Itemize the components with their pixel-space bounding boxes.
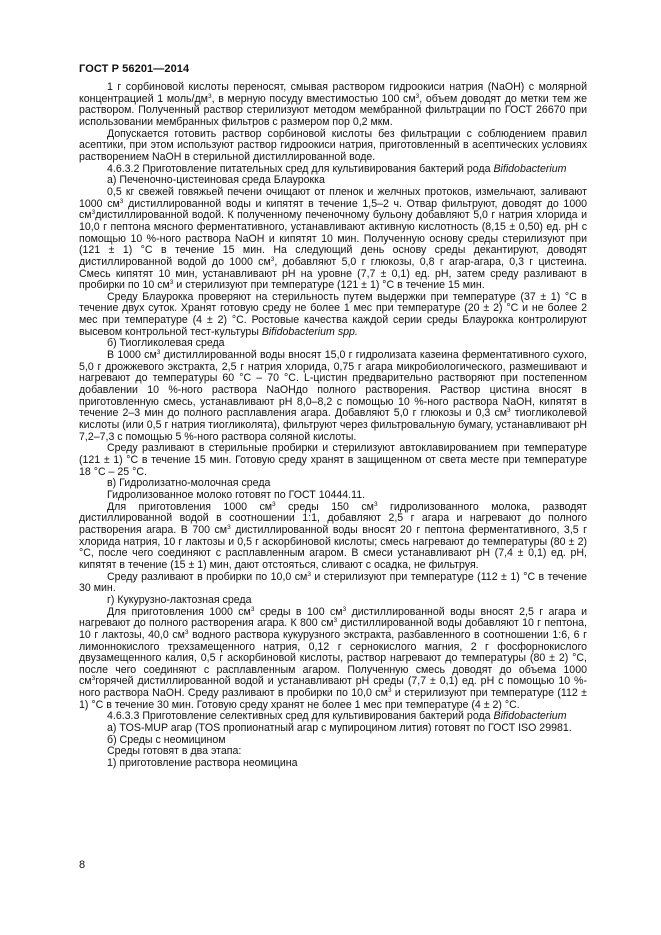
text-run: В 1000 см xyxy=(107,349,157,362)
text-run: , объем доводят до метки тем же раствором. Полученный раствор стерилизуют методом мембранной фильтрации по ГОСТ 26670 при использовании мембранных фильтров с размером пор 0,2 мкм. xyxy=(79,92,587,128)
superscript: 3 xyxy=(307,570,311,578)
paragraph-hydrolysate-milk-sterilization xyxy=(79,572,587,595)
superscript: 3 xyxy=(387,687,392,695)
subheading-corn-lactose-medium: г) Кукурузно-лактозная среда xyxy=(107,593,252,606)
paragraph-hydrolysate-milk-preparation xyxy=(79,502,587,572)
superscript: 3 xyxy=(119,197,124,205)
document-header: ГОСТ Р 56201—2014 xyxy=(79,63,190,75)
paragraph-hydrolyzed-milk: Гидролизованное молоко готовят по ГОСТ 10444.11. xyxy=(107,488,366,501)
text-run: 1 г сорбиновой кислоты переносят, смывая раствором гидроокиси натрия (NaOH) с молярной концентрацией 1 моль/дм xyxy=(79,81,587,105)
superscript: 3 xyxy=(91,675,96,683)
text-run: 4.6.3.3 Приготовление селективных сред для культивирования бактерий рода xyxy=(107,710,494,723)
text-run: , добавляют 5,0 г глюкозы, 0,8 г агар-агара, 0,3 г цистеина. Смесь кипятят 10 мин, устанавливают рН на уровне (7,7 ± 0,1) ед. рН, затем среду разливают в пробирки по 10 см xyxy=(79,255,587,292)
subheading-thioglycolate-medium: б) Тиогликолевая среда xyxy=(107,337,225,350)
paragraph-thioglycolate-sterilization: Среду разливают в стерильные пробирки и стерилизуют автоклавированием при температуре (121 ± 1) °С в течение 15 мин. Готовую среду хранят в защищенном от света месте при температуре 18 °С – 25 °С. xyxy=(79,442,587,478)
text-run: и стерилизуют при температуре (112 ± 1) °С в течение 30 мин. xyxy=(79,570,587,595)
text-run: дистиллированной воды и кипятят в течение 1,5–2 ч. Отвар фильтруют, доводят до 1000 см xyxy=(79,197,587,222)
text-run: 4.6.3.2 Приготовление питательных сред для культивирования бактерий рода xyxy=(107,162,494,175)
superscript: 3 xyxy=(415,92,420,100)
text-run: Для приготовления 1000 см xyxy=(107,500,273,513)
superscript: 3 xyxy=(91,209,96,217)
paragraph-blaurock-preparation xyxy=(79,187,587,292)
paragraph-thioglycolate-preparation xyxy=(79,350,587,443)
superscript: 3 xyxy=(270,255,275,263)
text-run: дистиллированной воды вносят 2,5 г агара и нагревают до полного растворения агара. К 800 см xyxy=(79,605,587,630)
paragraph-tos-mup-agar: а) TOS-MUP агар (TOS пропионатный агар с мупироцином лития) готовят по ГОСТ ISO 29981. xyxy=(107,722,572,735)
text-run: среды в 100 см xyxy=(254,605,343,618)
superscript: 3 xyxy=(169,279,174,287)
subheading-neomycin-media: б) Среды с неомицином xyxy=(107,733,226,746)
text-run: , в мерную посуду вместимостью 100 см xyxy=(211,92,416,105)
paragraph-sorbic-acid-solution xyxy=(79,82,587,129)
text-run: и стерилизуют при температуре (121 ± 1) °С в течение 15 мин. xyxy=(173,279,485,292)
text-run: Для приготовления 1000 см xyxy=(107,605,251,618)
superscript: 3 xyxy=(507,407,511,415)
paragraph-blaurock-sterility xyxy=(79,292,587,339)
superscript: 3 xyxy=(373,500,378,508)
text-run: дистиллированной воды вносят 15,0 г гидролизата казеина ферментативного сухого, 5,0 г дрожжевого экстракта, 2,5 г натрия хлорида, 0,75 г агара микробиологического, размешивают и нагревают до температуры 60 °С – 70 °С. L-цистин предварительно растворяют при постепенном добавлении 10 %-ного раствора NaOHдо полного растворения. Раствор цистина вносят в приготовленную смесь, устанавливают рН 8,0–8,2 с помощью 10 %-ного раствора NaOH, кипятят в течение 2–3 мин до полного расплавления агара. Добавляют 5,0 г глюкозы и 0,3 см xyxy=(79,349,587,420)
superscript: 3 xyxy=(250,605,255,613)
subheading-hydrolysate-milk-medium: в) Гидролизатно-молочная среда xyxy=(107,477,271,490)
paragraph-corn-lactose-preparation xyxy=(79,607,587,712)
list-item-neomycin-solution: 1) приготовление раствора неомицина xyxy=(107,757,298,770)
text-run: тиогликолевой кислоты (или 0,5 г натрия тиогликолята), фильтруют через фильтровальную бумагу, устанавливают рН 7,2–7,3 с помощью 5 %-ного раствора соляной кислоты. xyxy=(79,407,587,443)
text-run: среды 150 см xyxy=(275,500,374,513)
text-run: Среду разливают в пробирки по 10,0 см xyxy=(107,570,308,583)
text-run: горячей дистиллированной водой и устанавливают рН среды (7,7 ± 0,1) ед. рН с помощью 10 %-ного раствора NaOH. Среду разливают в пробирки по 10,0 см xyxy=(79,675,587,700)
superscript: 3 xyxy=(333,617,338,625)
paragraph-aseptic-preparation: Допускается готовить раствор сорбиновой кислоты без фильтрации с соблюдением правил асептики, при этом используют раствор гидроокиси натрия, приготовленный в асептических условиях растворением NaOH в стерильной дистиллированной воде. xyxy=(79,127,587,163)
page-number: 8 xyxy=(79,859,86,871)
text-run: водного раствора кукурузного экстракта, разбавленного в соотношении 1:6, 6 г лимоннокислого трехзамещенного натрия, 0,12 г сернокислого магния, 2 г фосфорнокислого двузамещенного калия, 0,5 г аскорбиновой кислоты, раствор нагревают до температуры (80 ± 2) °С, после чего соединяют с расплавленным агаром. Полученную смесь доводят до объема 1000 см xyxy=(79,628,587,688)
text-italic: Bifidobacterium spp. xyxy=(261,325,358,338)
text-run: гидролизованного молока, разводят дистиллированной водой в соотношении 1:1, добавляют 2,5 г агара и нагревают до полного растворения агара. В 700 см xyxy=(79,500,588,536)
superscript: 3 xyxy=(272,500,276,508)
text-italic: Bifidobacterium xyxy=(493,710,567,723)
text-italic: Bifidobacterium xyxy=(493,162,567,175)
text-run: дистиллированной воды вносят 20 г пептона ферментативного, 3,5 г хлорида натрия, 10 г лактозы и 0,5 г аскорбиновой кислоты; смесь нагревают до температуры (80 ± 2) °С, после чего соединяют с расплавленным агаром. В смеси устанавливают рН (7,4 ± 0,1) ед. рН, кипятят в течение (15 ± 1) мин, дают отстояться, сливают с осадка, не фильтруя. xyxy=(79,523,588,571)
document-body xyxy=(79,82,587,770)
text-run: Среду Блаурокка проверяют на стерильность путем выдержки при температуре (37 ± 1) °С в течение двух суток. Хранят готовую среду не более 1 мес при температуре (20 ± 2) °С и не более 2 мес при температуре (4 ± 2) °С. Ростовые качества каждой серии среды Блаурокка контролируют высевом контрольной тест-культуры xyxy=(79,290,587,338)
superscript: 3 xyxy=(342,605,347,613)
superscript: 3 xyxy=(156,349,161,357)
text-run: и стерилизуют при температуре (112 ± 1) °С в течение 30 мин. Готовую среду хранят не более 1 мес при температуре (4 ± 2) °С. xyxy=(79,687,587,711)
text-run: дистиллированной воды добавляют 10 г пептона, 10 г лактозы, 40,0 см xyxy=(79,617,588,641)
superscript: 3 xyxy=(207,92,212,100)
paragraph-two-stages: Среды готовят в два этапа: xyxy=(107,745,242,758)
subheading-blaurock-medium: а) Печеночно-цистеиновая среда Блаурокка xyxy=(107,174,325,187)
text-run: 0,5 кг свежей говяжьей печени очищают от пленок и желчных протоков, измельчают, заливают 1000 см xyxy=(79,185,587,210)
text-run: дистиллированной водой. К полученному печеночному бульону добавляют 5,0 г натрия хлорида и 10,0 г пептона мясного ферментативного, устанавливают активную кислотность (8,15 ± 0,50) ед. рН с помощью 10 %-ного раствора NaOH и кипятят 10 мин. Полученную основу среды стерилизуют при (121 ± 1) °С в течение 15 мин. На следующий день основу среды декантируют, доводят дистиллированной водой до 1000 см xyxy=(79,209,587,268)
superscript: 3 xyxy=(184,628,189,636)
superscript: 3 xyxy=(227,523,231,531)
